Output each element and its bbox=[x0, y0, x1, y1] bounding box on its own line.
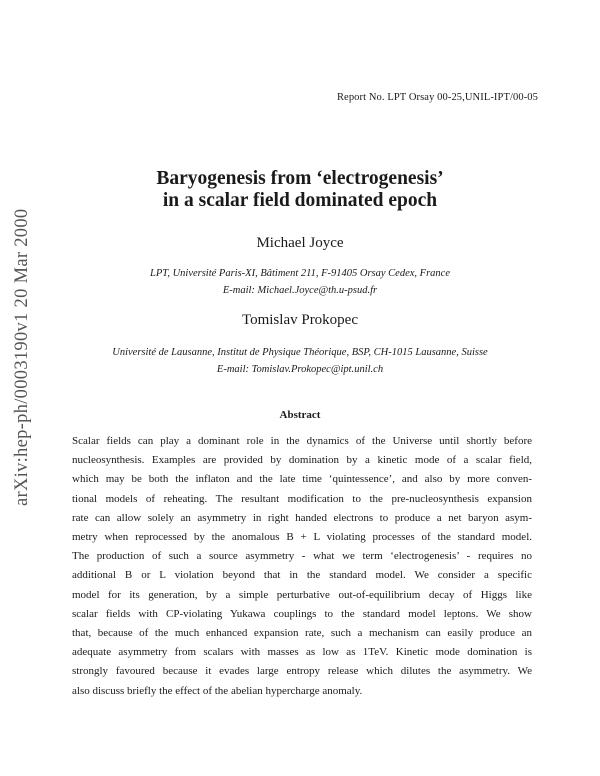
author-1-institution: LPT, Université Paris-XI, Bâtiment 211, F-91405 Orsay Cedex, France bbox=[150, 268, 450, 279]
abstract-line: also discuss briefly the effect of the abelian hypercharge anomaly. bbox=[72, 684, 363, 697]
report-number: Report No. LPT Orsay 00-25,UNIL-IPT/00-05 bbox=[336, 92, 538, 103]
abstract-line: that, because of the much enhanced expansion rate, such a mechanism can easily produce an bbox=[72, 627, 532, 640]
abstract-body bbox=[72, 432, 532, 701]
abstract-line: Scalar fields can play a dominant role in the dynamics of the Universe until shortly before bbox=[72, 435, 532, 447]
abstract-line: additional B or L violation beyond that in the standard model. We consider a specific bbox=[72, 569, 532, 582]
abstract-line: model for its generation, by a simple perturbative out-of-equilibrium decay of Higgs like bbox=[72, 588, 532, 601]
abstract-heading: Abstract bbox=[279, 409, 321, 421]
author-2-name: Tomislav Prokopec bbox=[241, 312, 358, 328]
abstract-line: tional models of reheating. The resultant modification to the pre-nucleosynthesis expansion bbox=[72, 492, 532, 505]
abstract-line: nucleosynthesis. Examples are provided by domination by a kinetic mode of a scalar field, bbox=[72, 454, 532, 467]
abstract-line: metry when reprocessed by the anomalous B + L violating processes of the standard model. bbox=[72, 531, 532, 544]
title-line-1: Baryogenesis from ‘electrogenesis’ bbox=[156, 168, 444, 189]
author-2-institution: Université de Lausanne, Institut de Physique Théorique, BSP, CH-1015 Lausanne, Suisse bbox=[112, 347, 488, 358]
abstract-line: scalar fields with CP-violating Yukawa couplings to the standard model leptons. We show bbox=[72, 607, 532, 620]
author-2-affiliation bbox=[0, 344, 600, 378]
abstract-line: The production of such a source asymmetry - what we term ‘electrogenesis’ - requires no bbox=[72, 550, 532, 563]
author-1-name: Michael Joyce bbox=[256, 235, 344, 251]
abstract-line: adequate asymmetry from scalars with masses as low as 1TeV. Kinetic mode domination is bbox=[72, 646, 532, 659]
abstract-line: strongly favoured because it evades large entropy release which dilutes the asymmetry. We bbox=[72, 665, 532, 678]
author-2-email: E-mail: Tomislav.Prokopec@ipt.unil.ch bbox=[216, 364, 384, 375]
title-line-2: in a scalar field dominated epoch bbox=[162, 190, 438, 211]
paper-title bbox=[0, 168, 600, 212]
abstract-line: rate can allow solely an asymmetry in right handed electrons to produce a net baryon asym- bbox=[72, 511, 532, 524]
arxiv-stamp: arXiv:hep-ph/0003190v1 20 Mar 2000 bbox=[12, 208, 32, 506]
author-1-email: E-mail: Michael.Joyce@th.u-psud.fr bbox=[222, 285, 378, 296]
abstract-line: which may be both the inflaton and the late time ‘quintessence’, and also by more conven- bbox=[72, 473, 532, 486]
author-1-affiliation bbox=[0, 265, 600, 299]
